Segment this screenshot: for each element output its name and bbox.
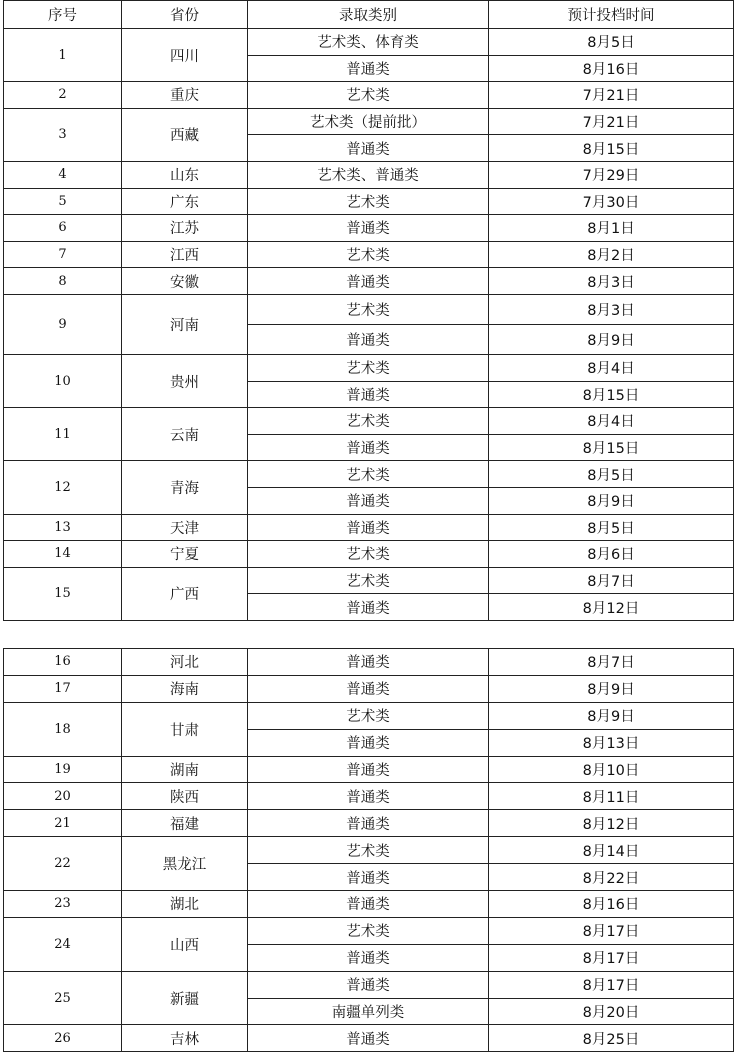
category-cell: 艺术类: [248, 188, 489, 215]
time-cell: 8月9日: [489, 487, 734, 514]
category-cell: 艺术类: [248, 408, 489, 435]
category-cell: 普通类: [248, 487, 489, 514]
table-row: [4, 783, 734, 810]
time-cell: 8月17日: [489, 917, 734, 944]
category-cell: 艺术类: [248, 354, 489, 381]
seq-cell: 9: [4, 294, 122, 354]
table-row: [4, 675, 734, 702]
category-cell: 艺术类: [248, 567, 489, 594]
category-cell: 艺术类: [248, 294, 489, 324]
table-row: [4, 541, 734, 568]
time-cell: 8月14日: [489, 837, 734, 864]
table-row: [4, 294, 734, 324]
table-row: [4, 241, 734, 268]
time-cell: 7月30日: [489, 188, 734, 215]
header-time: 预计投档时间: [489, 1, 734, 29]
province-cell: 宁夏: [122, 541, 248, 568]
province-cell: 西藏: [122, 108, 248, 161]
time-cell: 8月9日: [489, 324, 734, 354]
category-cell: 艺术类: [248, 461, 489, 488]
seq-cell: 23: [4, 891, 122, 918]
seq-cell: 2: [4, 82, 122, 109]
time-cell: 8月16日: [489, 891, 734, 918]
table-row: [4, 108, 734, 135]
time-cell: 8月6日: [489, 541, 734, 568]
seq-cell: 20: [4, 783, 122, 810]
category-cell: 艺术类（提前批）: [248, 108, 489, 135]
category-cell: 普通类: [248, 55, 489, 82]
province-cell: 广西: [122, 567, 248, 620]
time-cell: 8月15日: [489, 135, 734, 162]
header-seq: 序号: [4, 1, 122, 29]
province-cell: 天津: [122, 514, 248, 541]
table-row: [4, 161, 734, 188]
table-row: [4, 971, 734, 998]
category-cell: 普通类: [248, 810, 489, 837]
category-cell: 普通类: [248, 756, 489, 783]
province-cell: 福建: [122, 810, 248, 837]
time-cell: 8月10日: [489, 756, 734, 783]
seq-cell: 16: [4, 649, 122, 676]
province-cell: 吉林: [122, 1025, 248, 1052]
category-cell: 普通类: [248, 891, 489, 918]
seq-cell: 24: [4, 917, 122, 971]
province-cell: 重庆: [122, 82, 248, 109]
category-cell: 艺术类: [248, 702, 489, 729]
table-row: [4, 82, 734, 109]
seq-cell: 11: [4, 408, 122, 461]
category-cell: 普通类: [248, 434, 489, 461]
seq-cell: 21: [4, 810, 122, 837]
table-row: [4, 702, 734, 729]
category-cell: 艺术类: [248, 837, 489, 864]
category-cell: 普通类: [248, 649, 489, 676]
table-row: [4, 891, 734, 918]
table-row: [4, 29, 734, 56]
province-cell: 黑龙江: [122, 837, 248, 891]
time-cell: 8月4日: [489, 408, 734, 435]
category-cell: 艺术类、普通类: [248, 161, 489, 188]
header-province: 省份: [122, 1, 248, 29]
province-cell: 贵州: [122, 354, 248, 407]
seq-cell: 6: [4, 215, 122, 242]
seq-cell: 25: [4, 971, 122, 1025]
category-cell: 艺术类: [248, 917, 489, 944]
province-cell: 广东: [122, 188, 248, 215]
table-row: [4, 188, 734, 215]
category-cell: 普通类: [248, 594, 489, 621]
table-row: [4, 837, 734, 864]
table-row: [4, 649, 734, 676]
province-cell: 山东: [122, 161, 248, 188]
category-cell: 普通类: [248, 675, 489, 702]
time-cell: 8月9日: [489, 675, 734, 702]
admission-schedule-part1: [3, 0, 733, 621]
category-cell: 普通类: [248, 971, 489, 998]
time-cell: 8月17日: [489, 971, 734, 998]
table-row: [4, 756, 734, 783]
time-cell: 8月9日: [489, 702, 734, 729]
province-cell: 甘肃: [122, 702, 248, 756]
seq-cell: 13: [4, 514, 122, 541]
category-cell: 普通类: [248, 514, 489, 541]
category-cell: 普通类: [248, 1025, 489, 1052]
province-cell: 河南: [122, 294, 248, 354]
category-cell: 艺术类: [248, 82, 489, 109]
seq-cell: 10: [4, 354, 122, 407]
province-cell: 陕西: [122, 783, 248, 810]
seq-cell: 15: [4, 567, 122, 620]
province-cell: 四川: [122, 29, 248, 82]
seq-cell: 19: [4, 756, 122, 783]
time-cell: 8月12日: [489, 594, 734, 621]
table-row: [4, 917, 734, 944]
time-cell: 8月3日: [489, 294, 734, 324]
seq-cell: 5: [4, 188, 122, 215]
seq-cell: 8: [4, 268, 122, 295]
time-cell: 8月15日: [489, 381, 734, 408]
time-cell: 8月17日: [489, 944, 734, 971]
time-cell: 8月13日: [489, 729, 734, 756]
seq-cell: 18: [4, 702, 122, 756]
time-cell: 7月21日: [489, 108, 734, 135]
sheet-gap: [0, 627, 736, 647]
category-cell: 普通类: [248, 215, 489, 242]
category-cell: 普通类: [248, 944, 489, 971]
time-cell: 8月3日: [489, 268, 734, 295]
table-row: [4, 408, 734, 435]
province-cell: 新疆: [122, 971, 248, 1025]
table-row: [4, 461, 734, 488]
time-cell: 8月4日: [489, 354, 734, 381]
category-cell: 普通类: [248, 381, 489, 408]
time-cell: 8月25日: [489, 1025, 734, 1052]
time-cell: 8月7日: [489, 567, 734, 594]
time-cell: 8月20日: [489, 998, 734, 1025]
time-cell: 8月5日: [489, 29, 734, 56]
province-cell: 安徽: [122, 268, 248, 295]
category-cell: 普通类: [248, 135, 489, 162]
category-cell: 普通类: [248, 864, 489, 891]
category-cell: 艺术类: [248, 541, 489, 568]
category-cell: 普通类: [248, 729, 489, 756]
category-cell: 艺术类: [248, 241, 489, 268]
table-row: [4, 810, 734, 837]
table-row: [4, 514, 734, 541]
seq-cell: 1: [4, 29, 122, 82]
time-cell: 7月29日: [489, 161, 734, 188]
category-cell: 艺术类、体育类: [248, 29, 489, 56]
time-cell: 8月22日: [489, 864, 734, 891]
seq-cell: 7: [4, 241, 122, 268]
seq-cell: 17: [4, 675, 122, 702]
time-cell: 8月2日: [489, 241, 734, 268]
seq-cell: 14: [4, 541, 122, 568]
time-cell: 8月5日: [489, 514, 734, 541]
time-cell: 8月16日: [489, 55, 734, 82]
schedule-table-2: [3, 648, 734, 1052]
category-cell: 普通类: [248, 268, 489, 295]
table-row: [4, 215, 734, 242]
province-cell: 云南: [122, 408, 248, 461]
header-row: [4, 1, 734, 29]
time-cell: 8月5日: [489, 461, 734, 488]
admission-schedule-part2: [3, 648, 733, 1052]
province-cell: 海南: [122, 675, 248, 702]
category-cell: 普通类: [248, 324, 489, 354]
seq-cell: 3: [4, 108, 122, 161]
province-cell: 江西: [122, 241, 248, 268]
province-cell: 山西: [122, 917, 248, 971]
header-category: 录取类别: [248, 1, 489, 29]
table-row: [4, 268, 734, 295]
seq-cell: 26: [4, 1025, 122, 1052]
time-cell: 8月1日: [489, 215, 734, 242]
category-cell: 普通类: [248, 783, 489, 810]
schedule-table-1: [3, 0, 734, 621]
time-cell: 8月15日: [489, 434, 734, 461]
seq-cell: 12: [4, 461, 122, 514]
province-cell: 江苏: [122, 215, 248, 242]
province-cell: 青海: [122, 461, 248, 514]
time-cell: 8月12日: [489, 810, 734, 837]
table-row: [4, 1025, 734, 1052]
time-cell: 7月21日: [489, 82, 734, 109]
time-cell: 8月11日: [489, 783, 734, 810]
province-cell: 湖南: [122, 756, 248, 783]
province-cell: 河北: [122, 649, 248, 676]
category-cell: 南疆单列类: [248, 998, 489, 1025]
seq-cell: 22: [4, 837, 122, 891]
table-row: [4, 354, 734, 381]
seq-cell: 4: [4, 161, 122, 188]
province-cell: 湖北: [122, 891, 248, 918]
table-row: [4, 567, 734, 594]
time-cell: 8月7日: [489, 649, 734, 676]
